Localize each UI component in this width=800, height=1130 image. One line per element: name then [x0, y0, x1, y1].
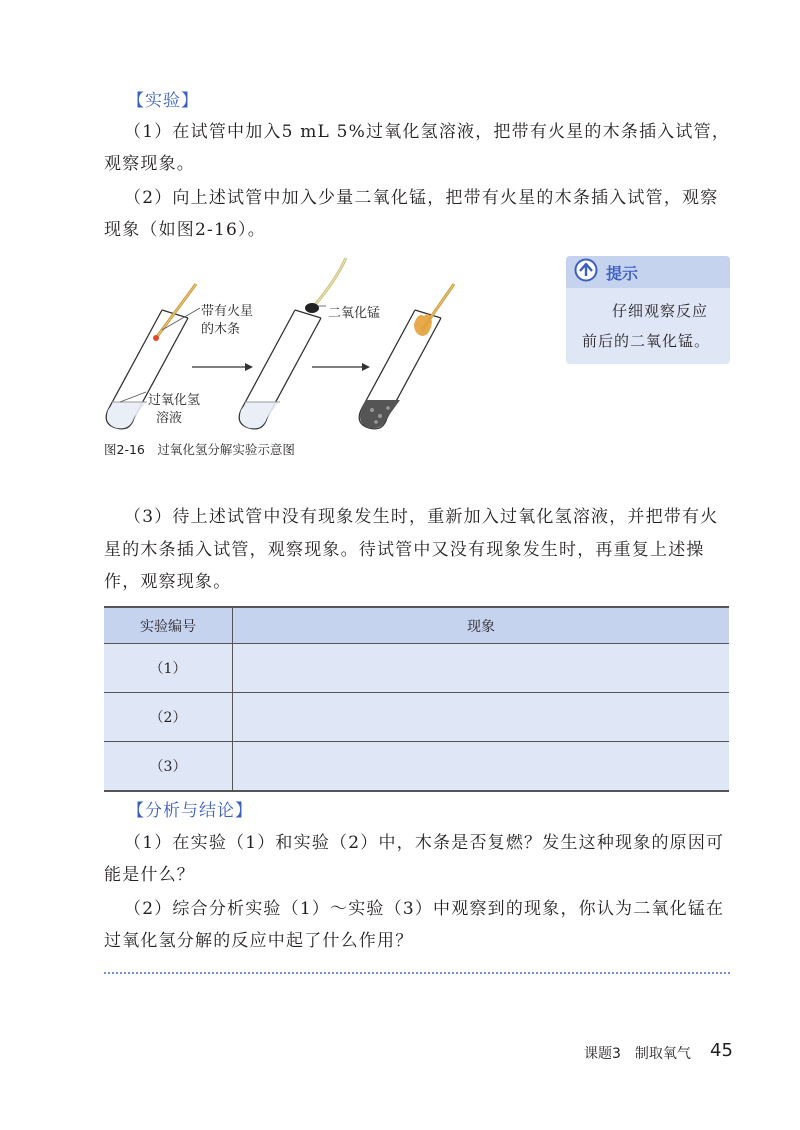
table-cell-id: （1） — [104, 644, 233, 693]
page-number: 45 — [710, 1040, 733, 1061]
label-stick-line2: 的木条 — [201, 322, 241, 337]
step3-line2: 星的木条插入试管，观察现象。待试管中又没有现象发生时，再重复上述操 — [104, 540, 705, 560]
observation-table — [104, 606, 729, 792]
q1-line1: （1）在实验（1）和实验（2）中，木条是否复燃？发生这种现象的原因可 — [124, 833, 725, 853]
tip-header — [566, 256, 730, 288]
table-header-row — [104, 607, 729, 644]
label-solution-line1: 过氧化氢 — [148, 393, 201, 408]
table-header-observation: 现象 — [233, 607, 730, 644]
tip-line2: 前后的二氧化锰。 — [582, 332, 711, 350]
table-row — [104, 644, 729, 693]
step1-line1: （1）在试管中加入5 mL 5%过氧化氢溶液，把带有火星的木条插入试管， — [124, 122, 731, 142]
step3-line3: 作，观察现象。 — [104, 572, 232, 592]
glowing-stick-1 — [153, 284, 196, 341]
q2-line1: （2）综合分析实验（1）～实验（3）中观察到的现象，你认为二氧化锰在 — [124, 899, 725, 919]
arrow-2 — [312, 363, 370, 371]
dotted-divider — [104, 972, 730, 974]
table-cell-observation[interactable] — [233, 693, 730, 742]
tip-title: 提示 — [606, 263, 639, 283]
table-row — [104, 693, 729, 742]
tip-box — [566, 256, 730, 364]
table-cell-observation[interactable] — [233, 742, 730, 792]
glowing-stick-3 — [414, 284, 454, 336]
label-solution-line2: 溶液 — [156, 411, 183, 426]
step2-line2: 现象（如图2-16）。 — [104, 220, 266, 240]
q1-line2: 能是什么？ — [104, 865, 195, 885]
step2-line1: （2）向上述试管中加入少量二氧化锰，把带有火星的木条插入试管，观察 — [124, 188, 719, 208]
chapter-title: 课题3 制取氧气 — [584, 1046, 691, 1062]
label-solution — [148, 392, 200, 428]
table-cell-id: （2） — [104, 693, 233, 742]
tip-body — [566, 288, 730, 356]
table-header-id: 实验编号 — [104, 607, 233, 644]
table-cell-id: （3） — [104, 742, 233, 792]
step1-line2: 观察现象。 — [104, 154, 195, 174]
step3-line1: （3）待上述试管中没有现象发生时，重新加入过氧化氢溶液，并把带有火 — [124, 507, 719, 527]
label-glowing-stick — [201, 303, 253, 339]
table-row — [104, 742, 729, 792]
arrow-1 — [192, 363, 253, 371]
tip-line1: 仔细观察反应 — [612, 302, 709, 320]
experiment-heading: 【实验】 — [127, 91, 199, 111]
label-stick-line1: 带有火星 — [201, 304, 254, 319]
label-mno2: 二氧化锰 — [328, 306, 381, 321]
up-arrow-icon — [574, 258, 598, 286]
table-cell-observation[interactable] — [233, 644, 730, 693]
q2-line2: 过氧化氢分解的反应中起了什么作用？ — [104, 931, 414, 951]
figure-caption: 图2-16 过氧化氢分解实验示意图 — [104, 442, 295, 457]
analysis-heading: 【分析与结论】 — [127, 801, 253, 821]
leader-solution — [120, 392, 146, 402]
